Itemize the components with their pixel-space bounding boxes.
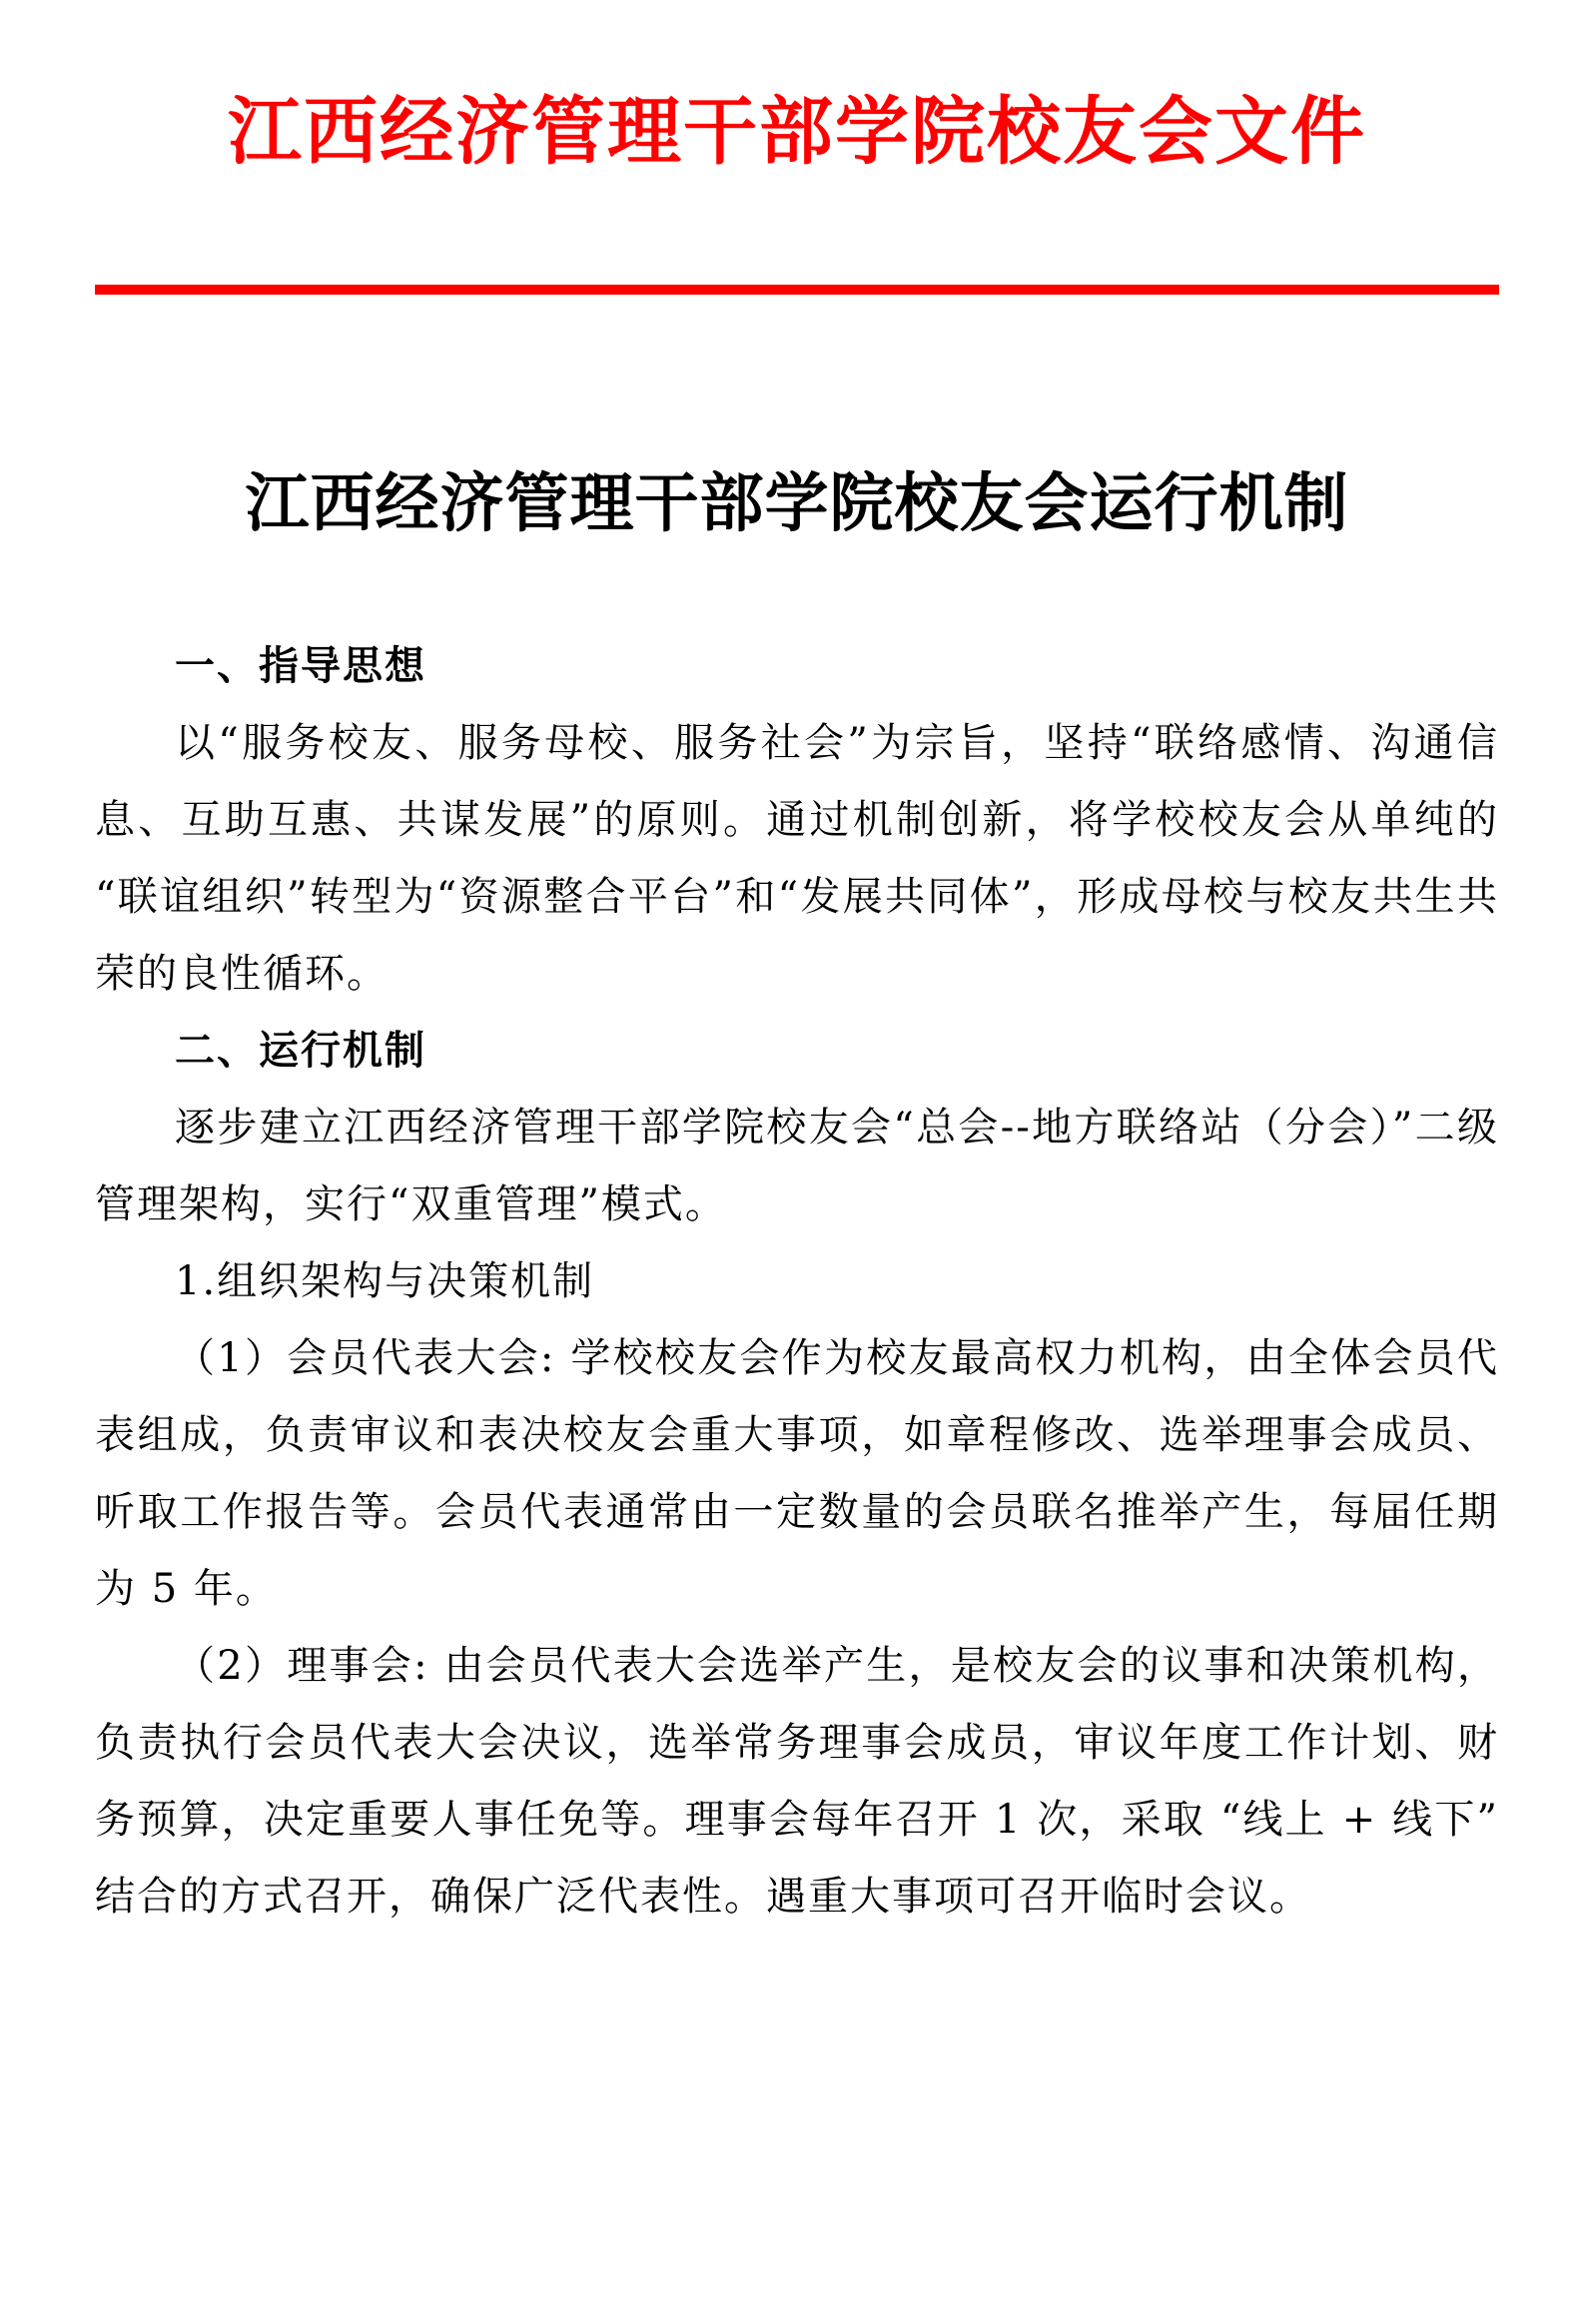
document-page <box>0 82 1584 2324</box>
section-heading-operating-mechanism: 二、运行机制 <box>175 1029 426 1073</box>
document-body <box>95 628 1499 1936</box>
paragraph-guiding-ideology: 以“服务校友、服务母校、服务社会”为宗旨，坚持“联络感情、沟通信息、互助互惠、共谋发展”的原则。通过机制创新，将学校校友会从单纯的“联谊组织”转型为“资源整合平台”和“发展共同体”，形成母校与校友共生共荣的良性循环。 <box>95 720 1499 997</box>
paragraph-member-congress: （1）会员代表大会: 学校校友会作为校友最高权力机构，由全体会员代表组成，负责审议和表决校友会重大事项，如章程修改、选举理事会成员、听取工作报告等。会员代表通常由一定数量的会员联名推举产生，每届任期为 5 年。 <box>95 1335 1499 1612</box>
letterhead-title: 江西经济管理干部学院校友会文件 <box>228 89 1366 175</box>
section-heading-guiding-ideology: 一、指导思想 <box>175 644 426 688</box>
letterhead-divider <box>95 285 1499 295</box>
document-title: 江西经济管理干部学院校友会运行机制 <box>245 466 1349 541</box>
paragraph-council: （2）理事会: 由会员代表大会选举产生，是校友会的议事和决策机构，负责执行会员代表大会决议，选举常务理事会成员，审议年度工作计划、财务预算，决定重要人事任免等。理事会每年召开 1 次，采取 “线上 + 线下”结合的方式召开，确保广泛代表性。遇重大事项可召开临时会议。 <box>95 1643 1499 1920</box>
paragraph-structure-overview: 逐步建立江西经济管理干部学院校友会“总会--地方联络站（分会）”二级管理架构，实行“双重管理”模式。 <box>95 1105 1499 1227</box>
paragraph-subsection-title: 1.组织架构与决策机制 <box>175 1258 595 1304</box>
